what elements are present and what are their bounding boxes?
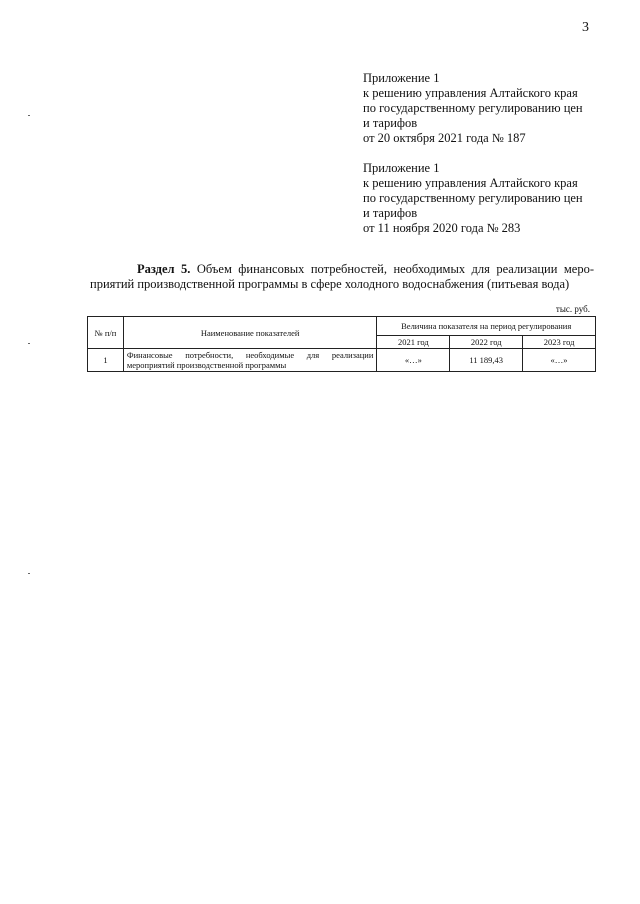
section-heading (90, 262, 594, 292)
margin-mark (28, 343, 30, 344)
appendix-current-line: к решению управления Алтайского края (363, 86, 578, 100)
row-name: Финансовые потребности, необходимые для реализации мероприятий производственной программы (123, 349, 376, 372)
margin-mark (28, 573, 30, 574)
section-heading-line-1 (90, 262, 594, 277)
header-num: № п/п (88, 317, 124, 349)
margin-mark (28, 115, 30, 116)
table-row (88, 349, 596, 372)
appendix-previous-line: от 11 ноября 2020 года № 283 (363, 221, 521, 235)
appendix-previous-block (363, 161, 603, 236)
row-value: «…» (377, 349, 450, 372)
appendix-previous-line: и тарифов (363, 206, 418, 220)
indicators-table (87, 316, 596, 372)
appendix-current-block (363, 71, 603, 146)
section-label: Раздел 5. (137, 262, 191, 276)
header-year: 2022 год (450, 336, 523, 349)
header-year: 2021 год (377, 336, 450, 349)
appendix-current-line: Приложение 1 (363, 71, 440, 85)
header-period: Величина показателя на период регулирования (377, 317, 596, 336)
section-text-line-2: приятий производственной программы в сфере холодного водоснабжения (питьевая вода) (90, 277, 570, 291)
appendix-previous-line: Приложение 1 (363, 161, 440, 175)
appendix-current-line: по государственному регулированию цен (363, 101, 583, 115)
header-name: Наименование показателей (123, 317, 376, 349)
appendix-current-line: от 20 октября 2021 года № 187 (363, 131, 526, 145)
appendix-current-line: и тарифов (363, 116, 418, 130)
appendix-previous-line: по государственному регулированию цен (363, 191, 583, 205)
page-number: 3 (582, 20, 589, 35)
unit-label: тыс. руб. (555, 304, 590, 314)
section-text-line-1: Объем финансовых потребностей, необходимых для реализации меро- (196, 262, 595, 276)
header-year: 2023 год (523, 336, 596, 349)
row-value: 11 189,43 (450, 349, 523, 372)
row-num: 1 (88, 349, 124, 372)
appendix-previous-line: к решению управления Алтайского края (363, 176, 578, 190)
row-value: «…» (523, 349, 596, 372)
